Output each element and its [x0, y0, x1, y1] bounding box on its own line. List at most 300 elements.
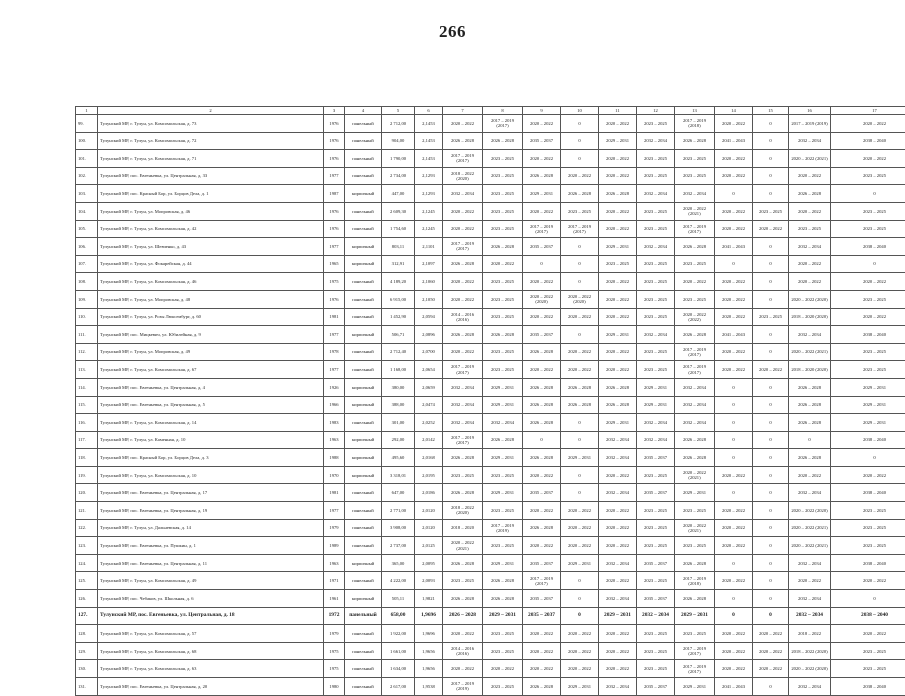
table-cell: 2,1245: [415, 220, 443, 238]
table-cell: 2017 – 2019 (2017): [523, 220, 561, 238]
table-cell: 2020 – 2022: [523, 537, 561, 555]
row-number: 110.: [76, 308, 98, 326]
table-row: [76, 238, 905, 256]
table-cell: 2020 – 2022: [715, 167, 753, 185]
table-cell: 2020 – 2022: [789, 202, 831, 220]
row-number: 100.: [76, 132, 98, 150]
table-cell: 2020 – 2022: [831, 625, 905, 643]
table-cell: 2020 – 2022: [831, 115, 905, 133]
table-cell: 1965: [324, 255, 345, 273]
table-cell: 2020 – 2022: [561, 502, 599, 520]
table-cell: 0: [715, 396, 753, 414]
table-cell: кирпичный: [345, 590, 382, 608]
table-cell: 1979: [324, 625, 345, 643]
table-cell: 2026 – 2028: [523, 343, 561, 361]
table-cell: 1983: [324, 414, 345, 432]
table-cell: 2023 – 2025: [483, 361, 523, 379]
table-cell: 0: [753, 378, 789, 396]
table-cell: 803,11: [382, 238, 415, 256]
table-cell: 2020 – 2022: [599, 167, 637, 185]
table-cell: панельный: [345, 167, 382, 185]
table-cell: 0: [715, 449, 753, 467]
table-cell: 0: [561, 255, 599, 273]
table-cell: 2041 – 2043: [715, 326, 753, 344]
table-cell: 0: [561, 484, 599, 502]
table-cell: 0: [753, 607, 789, 625]
table-cell: 2026 – 2028: [443, 255, 483, 273]
table-cell: 2032 – 2034: [599, 590, 637, 608]
table-cell: 2023 – 2025: [637, 642, 675, 660]
table-cell: 2023 – 2025: [789, 220, 831, 238]
address-cell: Тулунский МР, г. Тулун, ул. Комсомольская, д. 71: [98, 150, 324, 168]
table-cell: 2026 – 2028: [599, 185, 637, 203]
table-cell: 2026 – 2028: [523, 396, 561, 414]
table-cell: 447,00: [382, 185, 415, 203]
table-cell: 2038 – 2040: [831, 554, 905, 572]
table-cell: 2035 – 2037: [637, 484, 675, 502]
table-cell: 2029 – 2031: [675, 678, 715, 696]
table-cell: 2023 – 2025: [637, 519, 675, 537]
row-number: 124.: [76, 554, 98, 572]
row-number: 130.: [76, 660, 98, 678]
table-row: [76, 660, 905, 678]
table-cell: 2023 – 2025: [637, 115, 675, 133]
table-cell: 2020 – 2022: [753, 361, 789, 379]
table-cell: 2023 – 2025: [831, 343, 905, 361]
table-cell: 1975: [324, 273, 345, 291]
table-cell: 2023 – 2025: [675, 255, 715, 273]
row-number: 102.: [76, 167, 98, 185]
table-cell: 2020 – 2022: [831, 150, 905, 168]
table-cell: 2020 – 2022: [523, 202, 561, 220]
row-number: 108.: [76, 273, 98, 291]
table-cell: 2032 – 2034: [483, 414, 523, 432]
table-row: [76, 167, 905, 185]
table-cell: кирпичный: [345, 185, 382, 203]
table-cell: 2020 – 2022: [599, 273, 637, 291]
table-cell: 2023 – 2025: [483, 220, 523, 238]
table-row: [76, 343, 905, 361]
table-cell: 2020 – 2022: [715, 343, 753, 361]
table-cell: 2020 – 2022: [561, 308, 599, 326]
table-cell: 2026 – 2028: [675, 590, 715, 608]
table-cell: 2020 – 2022: [523, 502, 561, 520]
table-cell: 2026 – 2028: [599, 378, 637, 396]
table-cell: панельный: [345, 414, 382, 432]
table-cell: 2020 – 2022 (2021): [443, 537, 483, 555]
table-cell: 2026 – 2028: [789, 378, 831, 396]
table-cell: 2017 – 2019 (2017): [443, 150, 483, 168]
table-cell: 0: [715, 484, 753, 502]
table-cell: 2026 – 2028: [675, 238, 715, 256]
table-cell: 2,0654: [415, 361, 443, 379]
table-cell: 2023 – 2025: [675, 502, 715, 520]
table-cell: 1978: [324, 343, 345, 361]
column-header: 16: [789, 107, 831, 115]
table-cell: 2029 – 2031: [675, 607, 715, 625]
table-cell: 2032 – 2034: [637, 431, 675, 449]
table-cell: 2020 – 2022: [789, 167, 831, 185]
table-cell: 1 661,00: [382, 642, 415, 660]
table-cell: 2038 – 2040: [831, 484, 905, 502]
table-cell: 2020 – 2022: [715, 202, 753, 220]
table-cell: 2017 – 2019 (2017): [443, 431, 483, 449]
column-header: 12: [637, 107, 675, 115]
table-cell: 2020 – 2022: [443, 220, 483, 238]
table-cell: 2023 – 2025: [637, 343, 675, 361]
table-cell: 2029 – 2031: [561, 678, 599, 696]
table-cell: 3 318,01: [382, 466, 415, 484]
table-row: [76, 115, 905, 133]
table-cell: 2023 – 2025: [831, 519, 905, 537]
table-row: [76, 185, 905, 203]
table-cell: кирпичный: [345, 431, 382, 449]
table-cell: 1977: [324, 167, 345, 185]
table-cell: 2023 – 2025: [637, 625, 675, 643]
table-cell: 2026 – 2028: [523, 519, 561, 537]
table-cell: 380,00: [382, 378, 415, 396]
table-cell: 2038 – 2040: [831, 132, 905, 150]
table-row: [76, 326, 905, 344]
table-cell: 2,1453: [415, 132, 443, 150]
table-cell: 2020 – 2022: [483, 660, 523, 678]
table-cell: 2,1101: [415, 238, 443, 256]
address-cell: Тулунский МР, пос. Евгеньевка, ул. Пушкин, д. 1: [98, 537, 324, 555]
table-cell: 2020 – 2022: [599, 115, 637, 133]
table-cell: 2032 – 2034: [675, 378, 715, 396]
table-cell: 2023 – 2025: [675, 167, 715, 185]
address-cell: Тулунский МР, г. Тулун, ул. Комсомольская, д. 67: [98, 361, 324, 379]
table-cell: 2 734,00: [382, 167, 415, 185]
table-cell: 2020 – 2022: [675, 273, 715, 291]
table-cell: 2020 – 2022: [599, 308, 637, 326]
table-cell: 0: [831, 255, 905, 273]
table-cell: 2020 – 2022 (2021): [789, 519, 831, 537]
table-cell: 2029 – 2031: [637, 378, 675, 396]
table-row: [76, 642, 905, 660]
table-cell: кирпичный: [345, 449, 382, 467]
table-cell: 2017 – 2019 (2017): [675, 642, 715, 660]
table-cell: 2023 – 2025: [831, 167, 905, 185]
table-cell: 2020 – 2022: [599, 290, 637, 308]
table-cell: 0: [715, 414, 753, 432]
row-number: 119.: [76, 466, 98, 484]
table-cell: 2017 – 2019 (2017): [675, 361, 715, 379]
table-cell: 2017 – 2019 (2017): [675, 660, 715, 678]
table-cell: кирпичный: [345, 466, 382, 484]
table-cell: 0: [753, 238, 789, 256]
table-cell: 2020 – 2022: [715, 290, 753, 308]
table-cell: панельный: [345, 220, 382, 238]
table-cell: 2023 – 2025: [675, 537, 715, 555]
table-cell: 2020 – 2022: [753, 660, 789, 678]
table-row: [76, 537, 905, 555]
column-header: 17: [831, 107, 905, 115]
table-cell: 2035 – 2037: [523, 484, 561, 502]
table-cell: 2020 – 2022: [599, 572, 637, 590]
table-cell: 2026 – 2028: [483, 572, 523, 590]
table-cell: 1963: [324, 554, 345, 572]
table-cell: 1971: [324, 572, 345, 590]
column-header: 14: [715, 107, 753, 115]
table-cell: 2029 – 2031: [483, 378, 523, 396]
table-cell: 2020 – 2022: [599, 343, 637, 361]
row-number: 118.: [76, 449, 98, 467]
table-cell: 2023 – 2025: [675, 625, 715, 643]
table-cell: 0: [753, 590, 789, 608]
table-cell: панельный: [345, 290, 382, 308]
table-cell: 1 790,00: [382, 150, 415, 168]
table-cell: 2026 – 2028: [675, 431, 715, 449]
table-cell: 2020 – 2022: [715, 519, 753, 537]
table-cell: 2023 – 2025: [637, 290, 675, 308]
row-number: 107.: [76, 255, 98, 273]
table-cell: 2023 – 2025: [483, 466, 523, 484]
table-cell: 0: [789, 431, 831, 449]
table-cell: 2026 – 2028: [443, 484, 483, 502]
table-cell: 1976: [324, 220, 345, 238]
table-cell: 2032 – 2034: [443, 378, 483, 396]
table-cell: 2020 – 2022: [715, 273, 753, 291]
column-header: 4: [345, 107, 382, 115]
table-row: [76, 519, 905, 537]
table-cell: панельный: [345, 572, 382, 590]
table-cell: 2017 – 2019 (2017): [443, 238, 483, 256]
table-cell: 2017 – 2019 (2017): [443, 361, 483, 379]
table-cell: 2032 – 2034: [599, 484, 637, 502]
table-cell: 2,0195: [415, 466, 443, 484]
table-cell: 2020 – 2022 (2021): [789, 537, 831, 555]
table-cell: 312,91: [382, 255, 415, 273]
table-cell: 2032 – 2034: [675, 414, 715, 432]
table-cell: 1976: [324, 150, 345, 168]
table-cell: 2026 – 2028: [483, 431, 523, 449]
table-cell: 2026 – 2028: [483, 326, 523, 344]
table-cell: 0: [753, 255, 789, 273]
table-cell: 2023 – 2025: [599, 255, 637, 273]
table-cell: 2029 – 2031: [599, 132, 637, 150]
table-cell: 2020 – 2022: [599, 466, 637, 484]
table-cell: 2032 – 2034: [637, 414, 675, 432]
table-row: [76, 378, 905, 396]
table-row: [76, 202, 905, 220]
table-cell: 2,1453: [415, 115, 443, 133]
table-cell: 0: [561, 150, 599, 168]
table-cell: 2023 – 2025: [483, 625, 523, 643]
table-cell: 2026 – 2028: [443, 590, 483, 608]
table-cell: 0: [561, 273, 599, 291]
table-cell: 0: [715, 554, 753, 572]
table-cell: 0: [753, 554, 789, 572]
table-cell: 2020 – 2022: [715, 537, 753, 555]
table-cell: 2029 – 2031: [831, 378, 905, 396]
table-cell: 2020 – 2022: [561, 361, 599, 379]
table-cell: 2032 – 2034: [637, 238, 675, 256]
table-row: [76, 607, 905, 625]
table-cell: 2032 – 2034: [443, 185, 483, 203]
table-cell: 2020 – 2022: [715, 660, 753, 678]
table-cell: 2023 – 2025: [443, 572, 483, 590]
table-cell: 2020 – 2022 (2020): [561, 290, 599, 308]
table-cell: 301,00: [382, 414, 415, 432]
table-cell: 2,0120: [415, 502, 443, 520]
table-cell: 1 452,90: [382, 308, 415, 326]
address-cell: Тулунский МР, г. Тулун, ул. Мопровская, д. 49: [98, 343, 324, 361]
address-cell: Тулунский МР, г. Тулун, ул. Шевченко, д. 43: [98, 238, 324, 256]
table-cell: 1981: [324, 308, 345, 326]
table-cell: 2 609,30: [382, 202, 415, 220]
table-cell: 2023 – 2025: [483, 308, 523, 326]
address-cell: Тулунский МР, г. Тулун, ул. Комсомольская, д. 42: [98, 220, 324, 238]
table-cell: 2026 – 2028: [483, 132, 523, 150]
table-cell: 2026 – 2028: [523, 167, 561, 185]
table-cell: 2023 – 2025: [753, 202, 789, 220]
table-cell: 2035 – 2037: [523, 607, 561, 625]
table-cell: 2035 – 2037: [523, 590, 561, 608]
address-cell: Тулунский МР, пос. Евгеньевка, ул. Центральная, д. 19: [98, 502, 324, 520]
page-number: 266: [0, 22, 905, 42]
row-number: 122.: [76, 519, 98, 537]
table-cell: 2020 – 2022: [561, 537, 599, 555]
row-number: 112.: [76, 343, 98, 361]
row-number: 111.: [76, 326, 98, 344]
table-cell: 2018 – 2022: [789, 625, 831, 643]
table-cell: 2032 – 2034: [637, 185, 675, 203]
table-cell: 2018 – 2022 (2020): [443, 502, 483, 520]
table-cell: 2020 – 2022: [443, 273, 483, 291]
address-cell: Тулунский МР, пос. Евгеньевка, ул. Центральная, д. 11: [98, 554, 324, 572]
table-cell: 2020 – 2022 (2020): [523, 290, 561, 308]
table-row: [76, 150, 905, 168]
table-cell: кирпичный: [345, 238, 382, 256]
table-cell: 2035 – 2037: [637, 449, 675, 467]
table-cell: 365,00: [382, 554, 415, 572]
table-cell: 1988: [324, 449, 345, 467]
column-header: 6: [415, 107, 443, 115]
table-cell: 2 712,00: [382, 115, 415, 133]
table-cell: 2029 – 2031: [483, 449, 523, 467]
row-number: 106.: [76, 238, 98, 256]
table-cell: 2023 – 2025: [831, 642, 905, 660]
table-cell: 2023 – 2025: [483, 502, 523, 520]
table-cell: 0: [561, 466, 599, 484]
table-cell: 1,9538: [415, 678, 443, 696]
table-cell: 2023 – 2025: [637, 150, 675, 168]
table-cell: панельный: [345, 625, 382, 643]
table-cell: 0: [523, 431, 561, 449]
table-cell: 0: [561, 431, 599, 449]
table-cell: 2032 – 2034: [789, 607, 831, 625]
table-cell: 2017 – 2019 (2017): [561, 220, 599, 238]
table-cell: 2026 – 2028: [523, 378, 561, 396]
table-cell: 2023 – 2025: [831, 537, 905, 555]
table-cell: 0: [753, 132, 789, 150]
address-cell: Тулунский МР, пос. Евгеньевка, ул. Центральная, д. 18: [98, 607, 324, 625]
table-cell: 2018 – 2022 (2020): [789, 642, 831, 660]
address-cell: Тулунский МР, пос. Чебаков, ул. Школьная, д. 6: [98, 590, 324, 608]
address-cell: Тулунский МР, пос. Евгеньевка, ул. Центральная, д. 33: [98, 167, 324, 185]
table-cell: 0: [753, 466, 789, 484]
table-cell: 2032 – 2034: [789, 238, 831, 256]
table-cell: 2018 – 2022 (2020): [443, 167, 483, 185]
table-cell: 0: [561, 238, 599, 256]
table-cell: 2026 – 2028: [789, 185, 831, 203]
table-cell: 0: [753, 273, 789, 291]
table-cell: 647,00: [382, 484, 415, 502]
table-cell: 2020 – 2022: [523, 361, 561, 379]
table-cell: 1975: [324, 642, 345, 660]
table-cell: 2026 – 2028: [483, 590, 523, 608]
table-cell: 2023 – 2025: [637, 572, 675, 590]
table-cell: 2032 – 2034: [599, 554, 637, 572]
table-cell: 2020 – 2022: [753, 220, 789, 238]
table-cell: 2023 – 2025: [443, 466, 483, 484]
table-row: [76, 678, 905, 696]
table-cell: панельный: [345, 484, 382, 502]
table-cell: 2026 – 2028: [789, 396, 831, 414]
table-cell: 2020 – 2022: [599, 202, 637, 220]
table-cell: 2020 – 2022: [715, 502, 753, 520]
table-cell: 0: [561, 607, 599, 625]
table-cell: 2026 – 2028: [523, 449, 561, 467]
table-cell: 0: [753, 449, 789, 467]
table-cell: 2,1097: [415, 255, 443, 273]
table-cell: 2,1453: [415, 150, 443, 168]
column-header: 3: [324, 107, 345, 115]
table-cell: 2018 – 2020 (2020): [789, 361, 831, 379]
table-cell: 0: [753, 326, 789, 344]
address-cell: Тулунский МР, пос. Красный Бор, ул. Борцов Дела, д. 3: [98, 449, 324, 467]
row-number: 101.: [76, 150, 98, 168]
table-cell: 2035 – 2037: [523, 554, 561, 572]
table-cell: 2 737,00: [382, 537, 415, 555]
table-cell: 2020 – 2022: [831, 273, 905, 291]
table-cell: 1 922,00: [382, 625, 415, 643]
table-row: [76, 449, 905, 467]
table-cell: 2017 – 2019 (2017): [675, 220, 715, 238]
table-cell: 2014 – 2016 (2016): [443, 642, 483, 660]
table-cell: 2,0168: [415, 449, 443, 467]
table-cell: 2020 – 2022: [443, 660, 483, 678]
table-row: [76, 572, 905, 590]
table-cell: 2029 – 2031: [599, 326, 637, 344]
table-cell: 2,0125: [415, 537, 443, 555]
address-cell: Тулунский МР, г. Тулун, ул. Комсомольская, д. 68: [98, 642, 324, 660]
table-cell: 2026 – 2028: [675, 449, 715, 467]
table-cell: 2026 – 2028: [789, 449, 831, 467]
row-number: 103.: [76, 185, 98, 203]
table-cell: 2017 – 2019 (2017): [523, 572, 561, 590]
table-cell: 6 915,00: [382, 290, 415, 308]
table-cell: 2020 – 2022: [753, 625, 789, 643]
table-row: [76, 308, 905, 326]
table-row: [76, 484, 905, 502]
table-cell: 2029 – 2031: [831, 414, 905, 432]
table-cell: 2029 – 2031: [599, 414, 637, 432]
table-cell: 2023 – 2025: [637, 255, 675, 273]
address-cell: Тулунский МР, г. Тулун, ул. Мопровская, д. 48: [98, 290, 324, 308]
row-number: 117.: [76, 431, 98, 449]
table-cell: 2020 – 2022: [599, 537, 637, 555]
table-cell: 0: [753, 290, 789, 308]
table-cell: 0: [753, 678, 789, 696]
table-cell: 2020 – 2022: [831, 308, 905, 326]
table-cell: 658,00: [382, 607, 415, 625]
column-header: 1: [76, 107, 98, 115]
table-cell: 2020 – 2022: [831, 466, 905, 484]
housing-repair-schedule-table: [75, 106, 898, 696]
table-cell: 2032 – 2034: [443, 396, 483, 414]
